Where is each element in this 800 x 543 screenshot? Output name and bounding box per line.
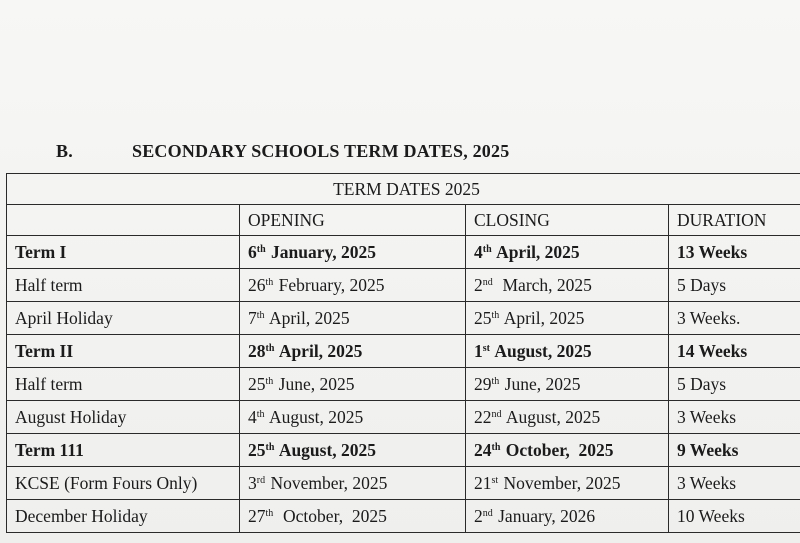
duration-cell: 9 Weeks xyxy=(669,434,800,467)
closing-day: 29 xyxy=(474,373,492,394)
closing-day: 2 xyxy=(474,505,483,526)
opening-month-year: February, 2025 xyxy=(274,274,385,295)
closing-day: 21 xyxy=(474,472,492,493)
section-heading xyxy=(56,141,509,162)
opening-month-year: October, 2025 xyxy=(274,505,387,526)
opening-month-year: April, 2025 xyxy=(265,307,350,328)
table-row xyxy=(7,500,800,533)
header-opening: OPENING xyxy=(240,205,466,236)
opening-date-cell xyxy=(240,302,466,335)
table-body xyxy=(7,236,800,533)
table-header-row xyxy=(7,205,800,236)
closing-month-year: April, 2025 xyxy=(492,241,580,262)
closing-day-suffix: th xyxy=(491,441,501,453)
term-name-cell: Half term xyxy=(7,269,240,302)
duration-cell: 13 Weeks xyxy=(669,236,800,269)
term-dates-table xyxy=(6,173,800,533)
opening-day: 26 xyxy=(248,274,266,295)
header-term xyxy=(7,205,240,236)
duration-cell: 10 Weeks xyxy=(669,500,800,533)
table-row xyxy=(7,302,800,335)
table-row xyxy=(7,467,800,500)
closing-day-suffix: nd xyxy=(482,276,493,288)
term-name-cell: Term I xyxy=(7,236,240,269)
table-row xyxy=(7,401,800,434)
closing-date-cell xyxy=(466,302,669,335)
opening-day: 25 xyxy=(248,373,266,394)
closing-date-cell xyxy=(466,368,669,401)
section-letter: B. xyxy=(56,141,73,161)
duration-cell: 14 Weeks xyxy=(669,335,800,368)
closing-day: 22 xyxy=(474,406,492,427)
opening-day-suffix: th xyxy=(265,441,275,453)
opening-day: 28 xyxy=(248,340,266,361)
closing-day-suffix: nd xyxy=(482,507,493,519)
closing-day: 1 xyxy=(474,340,483,361)
opening-date-cell xyxy=(240,269,466,302)
opening-date-cell xyxy=(240,368,466,401)
opening-month-year: August, 2025 xyxy=(265,406,364,427)
closing-day-suffix: th xyxy=(491,375,500,387)
opening-date-cell xyxy=(240,335,466,368)
closing-month-year: August, 2025 xyxy=(490,340,592,361)
closing-day: 2 xyxy=(474,274,483,295)
opening-day: 7 xyxy=(248,307,257,328)
closing-date-cell xyxy=(466,269,669,302)
closing-day-suffix: st xyxy=(491,474,499,486)
term-name-cell: KCSE (Form Fours Only) xyxy=(7,467,240,500)
closing-month-year: January, 2026 xyxy=(493,505,596,526)
closing-date-cell xyxy=(466,236,669,269)
opening-day-suffix: th xyxy=(265,375,274,387)
term-name-cell: December Holiday xyxy=(7,500,240,533)
closing-date-cell xyxy=(466,401,669,434)
opening-day-suffix: th xyxy=(256,309,265,321)
opening-date-cell xyxy=(240,236,466,269)
table-caption: TERM DATES 2025 xyxy=(7,174,800,205)
section-title: SECONDARY SCHOOLS TERM DATES, 2025 xyxy=(132,141,510,161)
opening-month-year: January, 2025 xyxy=(266,241,377,262)
term-name-cell: August Holiday xyxy=(7,401,240,434)
closing-day-suffix: th xyxy=(482,243,492,255)
opening-date-cell xyxy=(240,500,466,533)
duration-cell: 5 Days xyxy=(669,269,800,302)
closing-month-year: March, 2025 xyxy=(493,274,592,295)
table-row xyxy=(7,236,800,269)
table-row xyxy=(7,335,800,368)
closing-month-year: November, 2025 xyxy=(499,472,621,493)
closing-date-cell xyxy=(466,434,669,467)
table-row xyxy=(7,368,800,401)
opening-day: 25 xyxy=(248,439,266,460)
opening-date-cell xyxy=(240,467,466,500)
closing-date-cell xyxy=(466,335,669,368)
duration-cell: 5 Days xyxy=(669,368,800,401)
opening-day-suffix: rd xyxy=(256,474,266,486)
closing-date-cell xyxy=(466,500,669,533)
closing-day: 4 xyxy=(474,241,483,262)
closing-day: 25 xyxy=(474,307,492,328)
opening-day-suffix: th xyxy=(265,507,274,519)
opening-day-suffix: th xyxy=(256,243,266,255)
opening-day-suffix: th xyxy=(265,276,274,288)
opening-day: 4 xyxy=(248,406,257,427)
closing-month-year: August, 2025 xyxy=(502,406,601,427)
opening-month-year: August, 2025 xyxy=(275,439,377,460)
table-row xyxy=(7,434,800,467)
closing-day-suffix: th xyxy=(491,309,500,321)
term-name-cell: Half term xyxy=(7,368,240,401)
opening-date-cell xyxy=(240,401,466,434)
table-caption-row xyxy=(7,174,800,205)
duration-cell: 3 Weeks xyxy=(669,467,800,500)
opening-month-year: April, 2025 xyxy=(275,340,363,361)
duration-cell: 3 Weeks. xyxy=(669,302,800,335)
header-closing: CLOSING xyxy=(466,205,669,236)
term-name-cell: Term 111 xyxy=(7,434,240,467)
opening-month-year: June, 2025 xyxy=(274,373,355,394)
closing-date-cell xyxy=(466,467,669,500)
closing-day: 24 xyxy=(474,439,492,460)
header-duration: DURATION xyxy=(669,205,800,236)
duration-cell: 3 Weeks xyxy=(669,401,800,434)
term-name-cell: Term II xyxy=(7,335,240,368)
opening-date-cell xyxy=(240,434,466,467)
opening-day-suffix: th xyxy=(256,408,265,420)
closing-month-year: October, 2025 xyxy=(501,439,614,460)
table-row xyxy=(7,269,800,302)
closing-day-suffix: nd xyxy=(491,408,502,420)
opening-month-year: November, 2025 xyxy=(266,472,388,493)
closing-month-year: June, 2025 xyxy=(500,373,581,394)
opening-day: 27 xyxy=(248,505,266,526)
closing-month-year: April, 2025 xyxy=(500,307,585,328)
closing-day-suffix: st xyxy=(482,342,490,354)
opening-day-suffix: th xyxy=(265,342,275,354)
opening-day: 3 xyxy=(248,472,257,493)
term-name-cell: April Holiday xyxy=(7,302,240,335)
opening-day: 6 xyxy=(248,241,257,262)
